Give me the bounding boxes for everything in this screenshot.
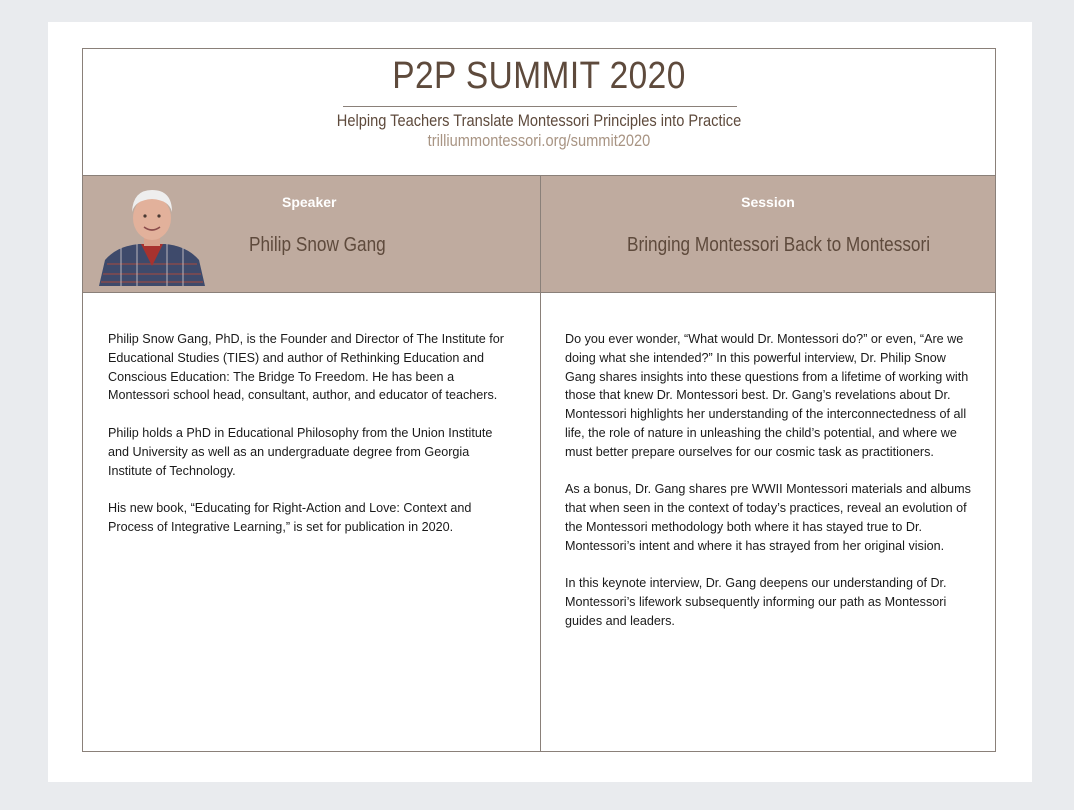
title-divider — [343, 106, 737, 107]
description-paragraph: In this keynote interview, Dr. Gang deepens our understanding of Dr. Montessori’s lifework subsequently informing our path as Montessori guides and leaders. — [565, 576, 947, 628]
speaker-label: Speaker — [282, 194, 337, 210]
speaker-header — [83, 176, 540, 292]
description-paragraph: Do you ever wonder, “What would Dr. Montessori do?” or even, “Are we doing what she intended?” In this powerful interview, Dr. Philip Snow Gang shares insights into these questions from a lifetime of working with those that knew Dr. Montessori best. Dr. Gang’s revelations about Dr. Montessori highlights her understanding of the interconnectedness of all life, the role of nature in unleashing the child’s potential, and where we must better prepare ourselves for our cosmic task as practitioners. — [565, 332, 969, 459]
bio-paragraph: Philip Snow Gang, PhD, is the Founder and Director of The Institute for Educational Studies (TIES) and author of Rethinking Education and Conscious Education: The Bridge To Freedom. He has been a Montessori school head, consultant, author, and educator of teachers. — [108, 332, 504, 403]
session-title: Bringing Montessori Back to Montessori — [627, 234, 931, 256]
header-band — [83, 175, 995, 293]
description-paragraph: As a bonus, Dr. Gang shares pre WWII Montessori materials and albums that when seen in the context of today’s practices, reveal an evolution of the Montessori methodology both where it has stayed true to Dr. Montessori’s intent and where it has strayed from her original vision. — [565, 482, 971, 553]
flyer-header — [83, 49, 995, 175]
summit-url: trilliummontessori.org/summit2020 — [427, 131, 651, 150]
page-subtitle: Helping Teachers Translate Montessori Principles into Practice — [336, 111, 742, 130]
flyer-frame — [82, 48, 996, 752]
column-divider — [540, 175, 541, 752]
speaker-name: Philip Snow Gang — [249, 234, 386, 256]
session-header — [541, 176, 995, 292]
session-description — [565, 293, 975, 751]
document-page — [48, 22, 1032, 782]
speaker-photo — [97, 186, 207, 286]
bio-paragraph: Philip holds a PhD in Educational Philosophy from the Union Institute and University as well as an undergraduate degree from Georgia Institute of Technology. — [108, 425, 493, 478]
bio-paragraph: His new book, “Educating for Right-Action and Love: Context and Process of Integrative Learning,” is set for publication in 2020. — [108, 501, 472, 534]
speaker-bio — [108, 293, 513, 751]
session-label: Session — [741, 194, 795, 210]
page-title: P2P SUMMIT 2020 — [392, 55, 686, 97]
